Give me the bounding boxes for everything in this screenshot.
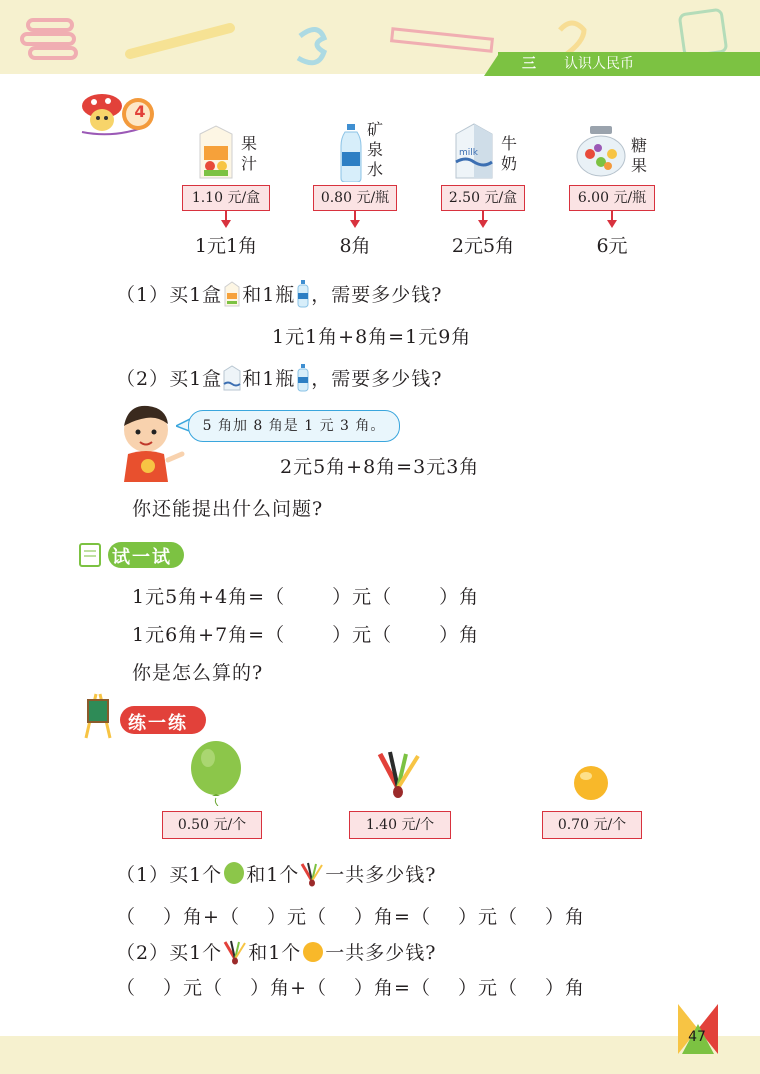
chapter-tab-notch: [484, 52, 500, 76]
arrow-head: [607, 220, 617, 228]
price-tag-candy: 6.00 元/瓶: [569, 185, 655, 211]
try-line-2: 1元6角+7角=（ ）元（ ）角: [132, 624, 480, 646]
try-section-title: 试一试: [112, 547, 172, 568]
candy-jar-icon: [574, 124, 628, 178]
practice-section-title: 练一练: [128, 713, 188, 734]
svg-text:milk: milk: [459, 148, 478, 158]
arrow-head: [221, 220, 231, 228]
ping-pong-ball-icon: [301, 940, 325, 964]
q2-prefix: （2）买1盒: [116, 368, 223, 390]
ping-pong-ball-icon: [572, 764, 610, 802]
arrow-head: [350, 220, 360, 228]
price-tag-balloon: 0.50 元/个: [162, 811, 262, 839]
practice-question-2: [116, 938, 436, 965]
juice-box-icon: [222, 281, 242, 307]
chapter-tab: [498, 52, 760, 76]
price-tag-water: 0.80 元/瓶: [313, 185, 397, 211]
price-tag-shuttlecock: 1.40 元/个: [349, 811, 451, 839]
price-tag-ball: 0.70 元/个: [542, 811, 642, 839]
practice-answer-1: （ ）角+（ ）元（ ）角=（ ）元（ ）角: [116, 906, 586, 928]
juice-box-icon: [196, 124, 236, 180]
juice-label-char: 汁: [240, 154, 257, 173]
converted-juice: 1元1角: [194, 235, 258, 257]
pq1-prefix: （1）买1个: [116, 864, 223, 886]
bottom-banner: [0, 1036, 760, 1074]
example-answer-1: 1元1角+8角=1元9角: [272, 326, 472, 348]
candy-label-char: 果: [630, 156, 647, 175]
converted-water: 8角: [339, 235, 371, 257]
q1-prefix: （1）买1盒: [116, 284, 223, 306]
example-question-2: [116, 364, 442, 392]
example-number: 4: [134, 102, 146, 121]
shuttlecock-icon: [222, 939, 248, 965]
page-number: 47: [688, 1029, 706, 1045]
juice-label: [240, 134, 258, 174]
pq2-suffix: 一共多少钱?: [325, 942, 437, 964]
practice-question-1: [116, 860, 436, 887]
converted-candy: 6元: [596, 235, 628, 257]
price-tag-milk: 2.50 元/盒: [441, 185, 525, 211]
arrow-head: [478, 220, 488, 228]
practice-answer-2: （ ）元（ ）角+（ ）角=（ ）元（ ）角: [116, 977, 586, 999]
water-label: [366, 120, 384, 180]
q2-suffix: ，需要多少钱?: [311, 368, 443, 390]
pq1-suffix: 一共多少钱?: [325, 864, 437, 886]
water-label-char: 矿: [366, 120, 383, 139]
water-bottle-icon: [338, 124, 364, 182]
q1-suffix: ，需要多少钱?: [311, 284, 443, 306]
q1-mid: 和1瓶: [242, 284, 296, 306]
chapter-numeral: 三: [522, 56, 536, 72]
milk-label: [500, 134, 518, 174]
pq2-mid: 和1个: [248, 942, 302, 964]
shuttlecock-icon: [374, 748, 424, 800]
water-label-char: 泉: [366, 140, 383, 159]
example-answer-2: 2元5角+8角=3元3角: [280, 456, 480, 478]
water-bottle-icon: [295, 280, 311, 308]
milk-carton-icon: [452, 122, 496, 180]
candy-label: [630, 136, 648, 176]
milk-label-char: 牛: [500, 134, 517, 153]
speech-bubble: 5 角加 8 角是 1 元 3 角。: [188, 410, 400, 442]
shuttlecock-icon: [299, 861, 325, 887]
try-line-1: 1元5角+4角=（ ）元（ ）角: [132, 586, 480, 608]
candy-label-char: 糖: [630, 136, 647, 155]
balloon-icon: [188, 740, 244, 806]
milk-carton-icon: [222, 365, 242, 391]
water-bottle-icon: [295, 364, 311, 392]
juice-label-char: 果: [240, 134, 257, 153]
water-label-char: 水: [366, 160, 383, 179]
boy-mascot-icon: [118, 404, 188, 482]
balloon-icon: [222, 862, 246, 886]
milk-label-char: 奶: [500, 154, 517, 173]
more-question: 你还能提出什么问题?: [132, 498, 324, 520]
pq1-mid: 和1个: [246, 864, 300, 886]
converted-milk: 2元5角: [451, 235, 515, 257]
q2-mid: 和1瓶: [242, 368, 296, 390]
pq2-prefix: （2）买1个: [116, 942, 223, 964]
example-question-1: [116, 280, 442, 308]
chapter-title: 认识人民币: [564, 56, 634, 72]
price-tag-juice: 1.10 元/盒: [182, 185, 270, 211]
try-question: 你是怎么算的?: [132, 662, 264, 684]
